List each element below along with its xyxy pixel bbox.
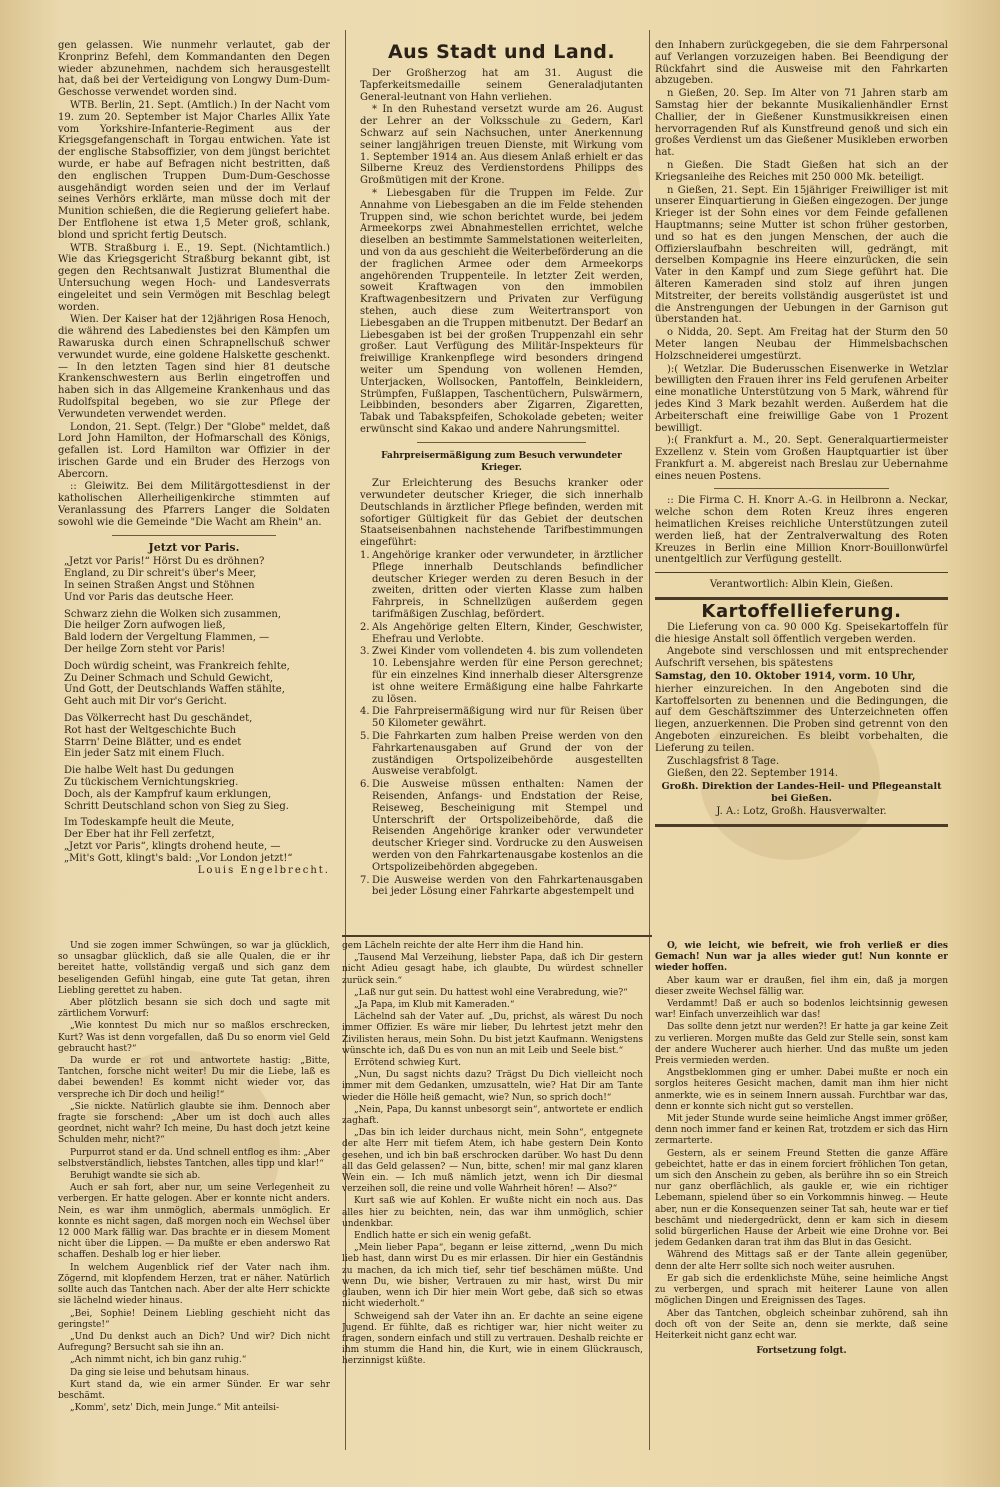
poem-line: In seinen Straßen Angst und Stöhnen	[64, 580, 255, 592]
news-paragraph: Wien. Der Kaiser hat der 12jährigen Rosa Henoch, die während des Labedienstes bei den Kämpfen um Rawaruska durch einen Schrapnellschuß schwer verwundet wurde, eine goldene Halskette geschenkt. — In den letzten Tagen sind hier 81 deutsche Krankenschwestern aus Berlin eingetroffen und haben sich in das Allgemeine Krankenhaus und das Rudolfspital begeben, wo sie zur Pflege der Verwundeten verwendet werden.	[58, 314, 330, 420]
ad-paragraph: Zuschlagsfrist 8 Tage.	[667, 755, 780, 767]
to-be-continued: Fortsetzung folgt.	[756, 1346, 847, 1357]
poem-line: England, zu Dir schreit's über's Meer,	[64, 568, 257, 580]
column-left	[58, 40, 330, 926]
poem-line: Der heilge Zorn steht vor Paris!	[64, 644, 226, 656]
ad-deadline: Samstag, den 10. Oktober 1914, vorm. 10 Uhr,	[655, 671, 916, 683]
list-item: 2. Als Angehörige gelten Eltern, Kinder, Geschwister, Ehefrau und Verlobte.	[360, 621, 643, 645]
poem-line: Doch würdig scheint, was Frankreich fehlte,	[64, 660, 290, 672]
tariff-list	[360, 550, 643, 898]
story-paragraph: Lächelnd sah der Vater auf. „Du, prichst, als wärest Du noch immer Offizier. Es wäre mir lieber, Du lehrtest jetzt mehr den Zivilisten heraus, mein Sohn. Du bist jetzt Kaufmann. Wenigstens wünschte ich, daß Du es von nun an mit Leib und Seele bist.“	[342, 1012, 643, 1056]
story-paragraph: In welchem Augenblick rief der Vater nach ihm. Zögernd, mit klopfendem Herzen, trat er näher. Natürlich sollte auch das Tantchen nach. Aber der alte Herr schickte sie lächelnd wieder hinaus.	[58, 1262, 330, 1307]
list-number: 2.	[360, 621, 370, 633]
news-paragraph: ):( Frankfurt a. M., 20. Sept. Generalquartiermeister Exzellenz v. Stein vom Großen Hauptquartier ist über Frankfurt a. M. abgereist nach Breslau zur Uebernahme eines neuen Postens.	[655, 435, 948, 482]
poem-author: Louis Engelbrecht.	[197, 864, 330, 876]
story-paragraph: gem Lächeln reichte der alte Herr ihm die Hand hin.	[342, 941, 584, 951]
story-paragraph: Schweigend sah der Vater ihn an. Er dachte an seine eigene Jugend. Er fühlte, daß es richtiger war, hier nicht weiter zu fragen, sondern einfach und still zu vertrauen. Deshalb reichte er ihm stumm die Hand hin, die Kurt, wie in einem Glückrausch, herzinnigst küßte.	[342, 1311, 643, 1367]
list-item: 3. Zwei Kinder vom vollendeten 4. bis zum vollendeten 10. Lebensjahre werden für eine Person gerechnet; für ein einzelnes Kind innerhalb dieser Altersgrenze ist ohne weitere Ermäßigung eine halbe Fahrkarte zu lösen.	[360, 646, 643, 705]
story-paragraph: Das sollte denn jetzt nur werden?! Er hatte ja gar keine Zeit zu verlieren. Morgen mußte das Geld zur Stelle sein, sonst kam der andere Wucherer auch hierher. Und das mußte um jeden Preis vermieden werden.	[655, 1022, 948, 1067]
story-paragraph: „Nein, Papa, Du kannst unbesorgt sein“, antwortete er endlich zaghaft.	[342, 1104, 643, 1127]
story-paragraph: „Wie konntest Du mich nur so maßlos erschrecken, Kurt? Was ist denn vorgefallen, daß Du so enorm viel Geld gebraucht hast?“	[58, 1021, 330, 1054]
poem-line: Doch, als der Kampfruf kaum erklungen,	[64, 788, 272, 800]
separator	[417, 442, 587, 443]
story-paragraph: „Bei, Sophie! Deinem Liebling geschieht nicht das geringste!“	[58, 1308, 330, 1330]
poem-line: Im Todeskampfe heult die Meute,	[64, 817, 235, 829]
list-number: 1.	[360, 550, 370, 562]
poem-line: Die heilger Zorn aufwogen ließ,	[64, 620, 226, 632]
story-paragraph: „Laß nur gut sein. Du hattest wohl eine Verabredung, wie?“	[354, 987, 628, 998]
news-paragraph: * In den Ruhestand versetzt wurde am 26. August der Lehrer an der Volksschule zu Gedern, Karl Schwarz auf sein Nachsuchen, unter Anerkennung seiner langjährigen treuen Dienste, mit Wirkung vom 1. September 1914 an. Aus diesem Anlaß erhielt er das Silberne Kreuz des Verdienstordens Philipps des Großmütigen mit der Krone.	[360, 104, 643, 187]
poem-line: Bald lodern der Vergeltung Flammen, —	[64, 632, 270, 644]
ad-signature: Großh. Direktion der Landes-Heil- und Pflegeanstalt bei Gießen.	[661, 781, 942, 805]
story-paragraph: Auch er sah fort, aber nur, um seine Verlegenheit zu verbergen. Er hatte gelogen. Aber er konnte nicht anders. Nein, es war ihm unmöglich, abermals unmöglich. Er konnte es nicht sagen, daß morgen noch ein Wechsel über 12 000 Mark fällig war. Das brachte er in diesem Moment nicht über die Lippen. — Da mußte er eben anderswo Rat schaffen. Deshalb log er hier lieber.	[58, 1183, 330, 1261]
news-paragraph: gen gelassen. Wie nunmehr verlautet, gab der Kronprinz Befehl, dem Kommandanten den Degen wieder abzunehmen, nachdem sich herausgestellt hat, daß bei der Verteidigung von Longwy Dum-Dum-Geschosse verwendet worden sind.	[58, 40, 330, 99]
news-paragraph: WTB. Straßburg i. E., 19. Sept. (Nichtamtlich.) Wie das Kriegsgericht Straßburg bekannt gibt, ist gegen den Rechtsanwalt Justizrat Blumenthal die Untersuchung wegen Hoch- und Landesverrats eingeleitet und sein Vermögen mit Beschlag belegt worden.	[58, 242, 330, 313]
news-paragraph: Zur Erleichterung des Besuchs kranker oder verwundeter deutscher Krieger, die sich innerhalb Deutschlands in ärztlicher Pflege befinden, werden mit sofortiger Gültigkeit für das Gebiet der deutschen Staatseisenbahnen nachstehende Tarifbestimmungen eingeführt:	[360, 478, 643, 549]
poem-line: „Jetzt vor Paris“, klingts drohend heute, —	[64, 841, 281, 852]
poem-line: Der Eber hat ihr Fell zerfetzt,	[64, 829, 215, 841]
story-paragraph: Beruhigt wandte sie sich ab.	[70, 1171, 201, 1182]
story-paragraph: Angstbeklommen ging er umher. Dabei mußte er noch ein sorglos heiteres Gesicht machen, damit man ihm hier nicht anmerkte, wie es in seinem Innern aussah. Furchtbar war das, denn er konnte sich nicht gut so verstellen.	[655, 1068, 948, 1112]
poem-line: Starrn' Deine Blätter, und es endet	[64, 736, 242, 748]
poem-line: Schritt Deutschland schon von Sieg zu Sieg.	[64, 800, 289, 812]
feuilleton-rule	[342, 935, 652, 937]
column-right	[655, 40, 948, 933]
poem-line: Ein jeder Satz mit einem Fluch.	[64, 748, 225, 760]
story-paragraph: „Mein lieber Papa“, begann er leise zitternd, „wenn Du mich lieb hast, dann wirst Du es mir erlassen. Dir hier ein Geständnis zu machen, da ich mich tief, sehr tief beschämen müßte. Und wenn Du, wie bisher, Vertrauen zu mir hast, wirst Du mir glauben, wenn ich Dir hier mein Wort gebe, daß sich so etwas nicht wiederholt.“	[342, 1243, 643, 1310]
ad-paragraph: Die Lieferung von ca. 90 000 Kg. Speisekartoffeln für die hiesige Anstalt soll öffentlich vergeben werden.	[655, 621, 948, 645]
poem-title: Jetzt vor Paris.	[148, 540, 240, 554]
story-part-1	[58, 941, 330, 1446]
story-paragraph: „Nun, Du sagst nichts dazu? Trägst Du Dich vielleicht noch immer mit dem Gedanken, umzusatteln, wie? Hat Dir am Tante wieder die Hölle heiß gemacht, wie? Nun, so sprich doch!“	[342, 1070, 643, 1103]
story-paragraph: Purpurrot stand er da. Und schnell entflog es ihm: „Aber selbstverständlich, liebstes Tantchen, alles tipp und klar!“	[58, 1147, 330, 1169]
news-paragraph: ):( Wetzlar. Die Buderusschen Eisenwerke in Wetzlar bewilligten den Frauen ihrer ins Feld gerufenen Arbeiter eine monatliche Unterstützung von 5 Mark, während für jedes Kind 3 Mark bezahlt werden. Außerdem hat die Arbeiterschaft eine freiwillige Gabe von 1 Prozent bewilligt.	[655, 363, 948, 434]
ad-paragraph: Gießen, den 22. September 1914.	[667, 768, 839, 780]
story-paragraph: Aber plötzlich besann sie sich doch und sagte mit zärtlichem Vorwurf:	[58, 998, 330, 1020]
story-paragraph: „Ja Papa, im Klub mit Kameraden.“	[354, 1000, 515, 1011]
story-paragraph: „Sie nickte. Natürlich glaubte sie ihm. Dennoch aber fragte sie forschend: „Aber um ist doch auch alles geordnet, nicht wahr? Ich meine, Du hast doch jetzt keine Schulden mehr, nicht?“	[58, 1101, 330, 1146]
news-paragraph: WTB. Berlin, 21. Sept. (Amtlich.) In der Nacht vom 19. zum 20. September ist Major Charles Allix Yate vom Yorkshire-Infanterie-Regiment aus der Kriegsgefangenschaft in Torgau entwichen. Yate ist der englische Stabsoffizier, von dem jüngst berichtet wurde, er habe auf Befragen nicht bestritten, daß den englischen Truppen Dum-Dum-Geschosse ausgehändigt worden seien und der im Verlauf seines Verhörs erklärte, man müsse doch mit der Munition schießen, die die Regierung geliefert habe. Der Entflohene ist etwa 1,5 Meter groß, schlank, blond und spricht fertig Deutsch.	[58, 99, 330, 241]
list-item: 5. Die Fahrkarten zum halben Preise werden von den Fahrkartenausgaben auf Grund der von der zuständigen Ortspolizeibehörde ausgestellten Ausweise verabfolgt.	[360, 731, 643, 778]
news-paragraph: den Inhabern zurückgegeben, die sie dem Fahrpersonal auf Verlangen vorzuzeigen haben. Bei Beendigung der Rückfahrt sind die Ausweise mit den Fahrkarten abzugeben.	[655, 40, 948, 87]
poem-line: „Jetzt vor Paris!“ Hörst Du es dröhnen?	[64, 556, 265, 568]
story-paragraph: Aber kaum war er draußen, fiel ihm ein, daß ja morgen dieser zweite Wechsel fällig war.	[655, 975, 948, 997]
story-paragraph: Gestern, als er seinem Freund Stetten die ganze Affäre gebeichtet, hatte er das in einem forciert fröhlichen Ton getan, um sich den Anschein zu geben, als berühre ihn so ein Streich nur ganz oberflächlich, als gaukle er, wie ein richtiger Lebemann, spielend über so ein Vorkommnis hinweg. — Heute aber, nun er die Konsequenzen seiner Tat sah, heute war er tief beschämt und niedergedrückt, denn er kam sich in diesem solid bürgerlichen Hause der Arbeit wie eine Drohne vor. Bei jedem Gedanken daran trat ihm das Blut in das Gesicht.	[655, 1148, 948, 1249]
news-paragraph: London, 21. Sept. (Telgr.) Der "Globe" meldet, daß Lord John Hamilton, der Hofmarschall des Königs, gefallen ist. Lord Hamilton war Offizier in der irischen Garde und ein Bruder des Herzogs von Abercorn.	[58, 421, 330, 480]
column-rule	[649, 30, 650, 1450]
poem-line: Und vor Paris das deutsche Heer.	[64, 591, 234, 603]
ad-signature-name: J. A.: Lotz, Großh. Hausverwalter.	[716, 805, 887, 817]
story-paragraph: Kurt stand da, wie ein armer Sünder. Er war sehr beschämt.	[58, 1379, 330, 1401]
list-number: 4.	[360, 706, 370, 718]
news-paragraph: :: Gleiwitz. Bei dem Militärgottesdienst in der katholischen Allerheiligenkirche stimmten auf Veranlassung des Pfarrers Langer die Soldaten sowohl wie die Gemeinde "Die Wacht am Rhein" an.	[58, 481, 330, 528]
story-paragraph: „Das bin ich leider durchaus nicht, mein Sohn“, entgegnete der alte Herr mit tiefem Atem, ich habe gestern Dein Konto gesehen, und ich bin baß erschrocken darüber. Wo hast Du denn all das Geld gelassen? — Nun, bitte, schen! mir mal ganz klaren Wein ein. — Ich muß nämlich jetzt, wenn ich Dir diesmal verzeihen soll, die reine und volle Wahrheit hören! — Also?“	[342, 1128, 643, 1195]
story-paragraph: Kurt saß wie auf Kohlen. Er wußte nicht ein noch aus. Das alles hier zu beichten, nein, das war ihm unmöglich, schier undenkbar.	[342, 1196, 643, 1229]
ad-title: Kartoffellieferung.	[701, 601, 902, 623]
story-paragraph: Er gab sich die erdenklichste Mühe, seine heimliche Angst zu verbergen, und sprach mit heiterer Laune von allen möglichen Dingen und Ereignissen des Tages.	[655, 1273, 948, 1307]
list-number: 6.	[360, 779, 370, 791]
poem-line: „Mit's Gott, klingt's bald: „Vor London jetzt!“	[64, 852, 293, 864]
poem-line: Zu Deiner Schmach und Schuld Gewicht,	[64, 672, 274, 684]
news-paragraph: * Liebesgaben für die Truppen im Felde. Zur Annahme von Liebesgaben an die im Felde stehenden Truppen sind, wie schon berichtet wurde, bei jedem Armeekorps zwei Abnahmestellen errichtet, welche dieselben an bestimmte Sammelstationen weiterleiten, und von da aus geschieht die Weiterbeförderung an die der fraglichen Armee oder dem Armeekorps angehörenden Truppenteile. In letzter Zeit werden, soweit Kraftwagen von den immobilen Kraftwagenbesitzern und Privaten zur Verfügung stehen, auch diese zum Weitertransport von Liebesgaben an die Truppen mitbenutzt. Der Bedarf an Liebesgaben ist bei der großen Truppenzahl ein sehr großer. Laut Verfügung des Militär-Inspekteurs für freiwillige Krankenpflege wird besonders dringend weiter um Spendung von wollenen Hemden, Unterjacken, Wollsocken, Pantoffeln, Beinkleidern, Strümpfen, Fußlappen, Taschentüchern, Pulswärmern, Leibbinden, besonders aber Zigarren, Zigaretten, Tabak und Tabakspfeifen, Schokolade gebeten; weiter erwünscht sind Kakao und andere Nahrungsmittel.	[360, 187, 643, 435]
poem-line: Rot hast der Weltgeschichte Buch	[64, 724, 237, 736]
poem-line: Geht auch mit Dir vor's Gericht.	[64, 696, 227, 708]
list-number: 5.	[360, 731, 370, 743]
poem-line: Die halbe Welt hast Du gedungen	[64, 765, 234, 777]
story-paragraph: Errötend schwieg Kurt.	[354, 1058, 462, 1069]
separator	[655, 572, 948, 573]
separator	[112, 535, 275, 536]
story-paragraph: Und sie zogen immer Schwüngen, so war ja glücklich, so unsagbar glücklich, daß sie alle Qualen, die er ihr bereitet hatte, vollständig vergaß und sich ganz dem beseligenden Gefühl hingab, eine gute Tat getan, ihren Liebling gerettet zu haben.	[58, 941, 330, 996]
list-item: 4. Die Fahrpreisermäßigung wird nur für Reisen über 50 Kilometer gewährt.	[360, 706, 643, 730]
poem	[58, 556, 330, 864]
editor-responsible: Verantwortlich: Albin Klein, Gießen.	[709, 579, 894, 591]
separator	[714, 488, 890, 489]
section-title: Aus Stadt und Land.	[387, 41, 616, 63]
story-paragraph: „Ach nimmt nicht, ich bin ganz ruhig.“	[70, 1355, 247, 1366]
story-paragraph: Aber das Tantchen, obgleich scheinbar zuhörend, sah ihn doch oft von der Seite an, denn sie merkte, daß seine Heiterkeit nicht ganz echt war.	[655, 1308, 948, 1341]
column-middle	[360, 40, 643, 933]
story-paragraph: O, wie leicht, wie befreit, wie froh verließ er dies Gemach! Nun war ja alles wieder gut! Nun konnte er wieder hoffen.	[655, 941, 948, 974]
poem-line: Zu tückischem Vernichtungskrieg.	[64, 777, 239, 789]
list-item: 7. Die Ausweise werden von den Fahrkartenausgaben bei jeder Lösung einer Fahrkarte abgestempelt und	[360, 874, 643, 898]
list-item: 6. Die Ausweise müssen enthalten: Namen der Reisenden, Anfangs- und Endstation der Reise, Reiseweg, Bescheinigung mit Stempel und Unterschrift der Ortspolizeibehörde, daß die Reisenden Angehörige kranker oder verwundeter deutscher Krieger sind. Vordrucke zu den Ausweisen werden von den Fahrkartenausgabe kostenlos an die Ortspolizeibehörden abgegeben.	[360, 779, 643, 873]
list-number: 3.	[360, 646, 370, 658]
story-paragraph: Verdammt! Daß er auch so bodenlos leichtsinnig gewesen war! Einfach unverzeihlich war das!	[655, 999, 948, 1021]
news-paragraph: n Gießen, 21. Sept. Ein 15jähriger Freiwilliger ist mit unserer Einquartierung in Gießen eingezogen. Der junge Krieger ist der Sohn eines vor dem Feinde gefallenen Hauptmanns; seine Mutter ist schon früher gestorben, und so hat es den jungen Menschen, der auch die Offizierslaufbahn beschreiten will, gedrängt, mit derselben Kompagnie ins Heere einzurücken, die sein Vater in den Kampf und zum Siege geführt hat. Die älteren Kameraden sind stolz auf ihren jungen Mitstreiter, der bereits vollständig ausgerüstet ist und die Anstrengungen der Uebungen in der Garnison gut überstanden hat.	[655, 184, 948, 326]
story-paragraph: „Und Du denkst auch an Dich? Und wir? Dich nicht Aufregung? Bersucht sah sie ihn an.	[58, 1331, 330, 1354]
separator	[655, 824, 948, 827]
news-paragraph: :: Die Firma C. H. Knorr A.-G. in Heilbronn a. Neckar, welche schon dem Roten Kreuz ihres engeren heimatlichen Kreises reichliche Unterstützungen zuteil werden ließ, hat der Zentralverwaltung des Roten Kreuzes in Berlin eine Million Knorr-Bouillonwürfel unentgeltlich zur Verfügung gestellt.	[655, 495, 948, 566]
story-paragraph: Da wurde er rot und antwortete hastig: „Bitte, Tantchen, forsche nicht weiter! Du mir die Liebe, laß es dabei bewenden! Es kommt nicht wieder vor, das verspreche ich Dir doch und heilig!“	[58, 1056, 330, 1100]
story-paragraph: „Tausend Mal Verzeihung, liebster Papa, daß ich Dir gestern nicht Adieu gesagt habe, ich glaubte, Du würdest schneller zurück sein.“	[342, 953, 643, 986]
story-paragraph: „Komm', setz' Dich, mein Junge.“ Mit anteilsi-	[70, 1403, 280, 1414]
article-subhead: Fahrpreisermäßigung zum Besuch verwundeter Krieger.	[381, 450, 622, 473]
news-paragraph: o Nidda, 20. Sept. Am Freitag hat der Sturm den 50 Meter langen Neubau der Himmelsbachschen Holzschneiderei umgestürzt.	[655, 327, 948, 362]
poem-line: Das Völkerrecht hast Du geschändet,	[64, 713, 253, 725]
ad-paragraph: hierher einzureichen. In den Angeboten sind die Kartoffelsorten zu benennen und die Bedingungen, die auf dem Geschäftszimmer des Unterzeichneten offen liegen, anzuerkennen. Die Proben sind getrennt von den Angeboten einzureichen. Es bleibt vorbehalten, die Lieferung zu teilen.	[655, 683, 948, 754]
poem-line: Schwarz ziehn die Wolken sich zusammen,	[64, 608, 282, 620]
news-paragraph: Der Großherzog hat am 31. August die Tapferkeitsmedaille seinem Generaladjutanten General-leutnant von Hahn verliehen.	[360, 68, 643, 103]
story-paragraph: Endlich hatte er sich ein wenig gefaßt.	[354, 1231, 532, 1242]
list-number: 7.	[360, 874, 370, 886]
list-item: 1. Angehörige kranker oder verwundeter, in ärztlicher Pflege innerhalb Deutschlands befindlicher deutscher Krieger werden zu deren Besuch in der zweiten, dritten oder vierten Klasse zum halben Fahrpreis, in Schnellzügen außerdem gegen tarifmäßigen Zuschlag, befördert.	[360, 550, 643, 621]
poem-line: Und Gott, der Deutschlands Waffen stählte,	[64, 684, 285, 696]
news-paragraph: n Gießen. Die Stadt Gießen hat sich an der Kriegsanleihe des Reiches mit 250 000 Mk. beteiligt.	[655, 159, 948, 183]
story-paragraph: Während des Mittags saß er der Tante allein gegenüber, denn der alte Herr sollte sich noch weiter ausruhen.	[655, 1250, 948, 1272]
separator	[655, 597, 948, 600]
story-paragraph: Da ging sie leise und behutsam hinaus.	[70, 1367, 250, 1378]
story-part-3	[655, 941, 948, 1446]
story-part-2	[342, 941, 643, 1446]
story-paragraph: Mit jeder Stunde wurde seine heimliche Angst immer größer, denn noch immer fand er keinen Rat, trotzdem er sich das Hirn zermarterte.	[655, 1114, 948, 1147]
ad-paragraph: Angebote sind verschlossen und mit entsprechender Aufschrift versehen, bis spätestens	[655, 646, 948, 670]
news-paragraph: n Gießen, 20. Sep. Im Alter von 71 Jahren starb am Samstag hier der bekannte Musikalienhändler Ernst Challier, der in Gießener Kunstmusikkreisen einen hervorragenden Ruf als Kunstfreund genoß und sich ein großes Verdienst um das Gießener Musikleben erworben hat.	[655, 88, 948, 159]
